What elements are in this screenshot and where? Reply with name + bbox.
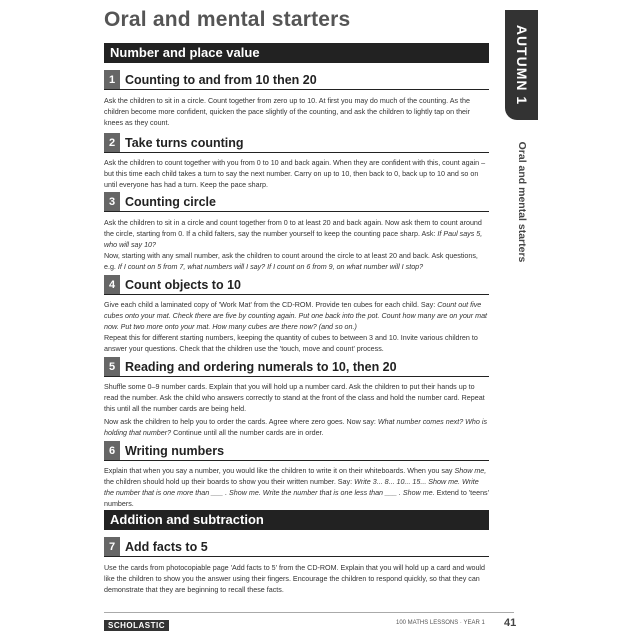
section-bar-number-place-value: Number and place value	[104, 43, 489, 63]
term-tab	[505, 10, 538, 120]
activity-paragraph: Now ask the children to help you to order the cards. Agree where zero goes. Now say: What number comes next? Who is holding that number? Continue until all the number cards are in order.	[104, 418, 488, 437]
activity-number: 1	[104, 70, 120, 90]
side-caption-label: Oral and mental starters	[516, 141, 528, 263]
activity-title: Writing numbers	[125, 444, 225, 458]
activity-heading	[104, 192, 489, 212]
activity-title: Counting circle	[125, 195, 216, 209]
heading-rule	[104, 460, 489, 461]
activity-number: 7	[104, 537, 120, 557]
heading-rule	[104, 211, 489, 212]
publisher-logo: SCHOLASTIC	[104, 620, 169, 631]
activity-paragraph: Ask the children to count together with you from 0 to 10 and back again. When they are confident with this, count again – but this time each child takes a turn to say the next number. Carry on up to 10, then back to 0, back up to 10 and so on until everyone has had a turn. Keep the pace sharp.	[104, 159, 486, 189]
side-caption	[512, 132, 532, 272]
term-tab-label: AUTUMN 1	[513, 24, 530, 106]
section-bar-addition-subtraction: Addition and subtraction	[104, 510, 489, 530]
heading-rule	[104, 89, 489, 90]
activity-paragraph: Repeat this for different starting numbers, keeping the quantity of cubes to between 3 and 10. Invite various children to answer your questions. Check that the children use the 'touch, move and count' process.	[104, 334, 478, 353]
activity-heading	[104, 357, 489, 377]
activity-heading	[104, 275, 489, 295]
activity-number: 3	[104, 192, 120, 212]
activity-paragraph: Now, starting with any small number, ask the children to count around the circle to at least 20 and back. Ask questions, e.g. If I count on 5 from 7, what numbers will I say? If I count on 6 from 9, on what number will I stop?	[104, 252, 478, 271]
activity-title: Add facts to 5	[125, 540, 208, 554]
activity-paragraph: Ask the children to sit in a circle and count together from 0 to at least 20 and back again. Now ask them to count around the circle, starting from 0. If a child falters, say the number yourself to keep the counting pace sharp. Ask: If Paul says 5, who will say 10?	[104, 219, 483, 249]
activity-paragraph: Use the cards from photocopiable page 'Add facts to 5' from the CD-ROM. Explain that you will hold up a card and would like the children to show you the answer using their fingers. Encourage the children to respond quickly, so that they can demonstrate that they are beginning to recall these facts.	[104, 564, 485, 594]
heading-rule	[104, 294, 489, 295]
activity-title: Counting to and from 10 then 20	[125, 73, 317, 87]
heading-rule	[104, 556, 489, 557]
activity-heading	[104, 70, 489, 90]
activity-paragraph: Shuffle some 0–9 number cards. Explain that you will hold up a number card. Ask the children to put their hands up to read the number. Ask the child who answers correctly to stand at the front of the class and hold the number card. Repeat this until all the number cards are being held.	[104, 383, 485, 413]
heading-rule	[104, 376, 489, 377]
activity-heading	[104, 133, 489, 153]
page-title: Oral and mental starters	[104, 8, 351, 31]
activity-heading	[104, 441, 489, 461]
activity-title: Take turns counting	[125, 136, 244, 150]
activity-number: 4	[104, 275, 120, 295]
activity-heading	[104, 537, 489, 557]
activity-paragraph: Explain that when you say a number, you would like the children to write it on their whiteboards. When you say Show me, the children should hold up their boards to show you their written number. Say: Write 3... 8... 10... 15... Show me. Write the number that is one more than ___ . Show me. Write the number that is one less than ___ . Show me. Extend to 'teens' numbers.	[104, 467, 489, 508]
activity-paragraph: Give each child a laminated copy of 'Work Mat' from the CD-ROM. Provide ten cubes for each child. Say: Count out five cubes onto your mat. Check there are five by counting again. Put one back into the pot. Count how many are on your mat now. Put two more onto your mat. How many cubes are there now? (and so on.)	[104, 301, 488, 331]
activity-title: Reading and ordering numerals to 10, then 20	[125, 360, 397, 374]
footer-rule	[104, 612, 514, 613]
page-number: 41	[504, 617, 517, 629]
activity-number: 6	[104, 441, 120, 461]
activity-number: 2	[104, 133, 120, 153]
activity-title: Count objects to 10	[125, 278, 241, 292]
activity-number: 5	[104, 357, 120, 377]
heading-rule	[104, 152, 489, 153]
activity-paragraph: Ask the children to sit in a circle. Count together from zero up to 10. At first you may do much of the counting. As the children become more confident, quicken the pace slightly of the counting, and ask the children to lightly tap on their knees as they count.	[104, 97, 470, 127]
book-title: 100 MATHS LESSONS · YEAR 1	[396, 620, 485, 626]
